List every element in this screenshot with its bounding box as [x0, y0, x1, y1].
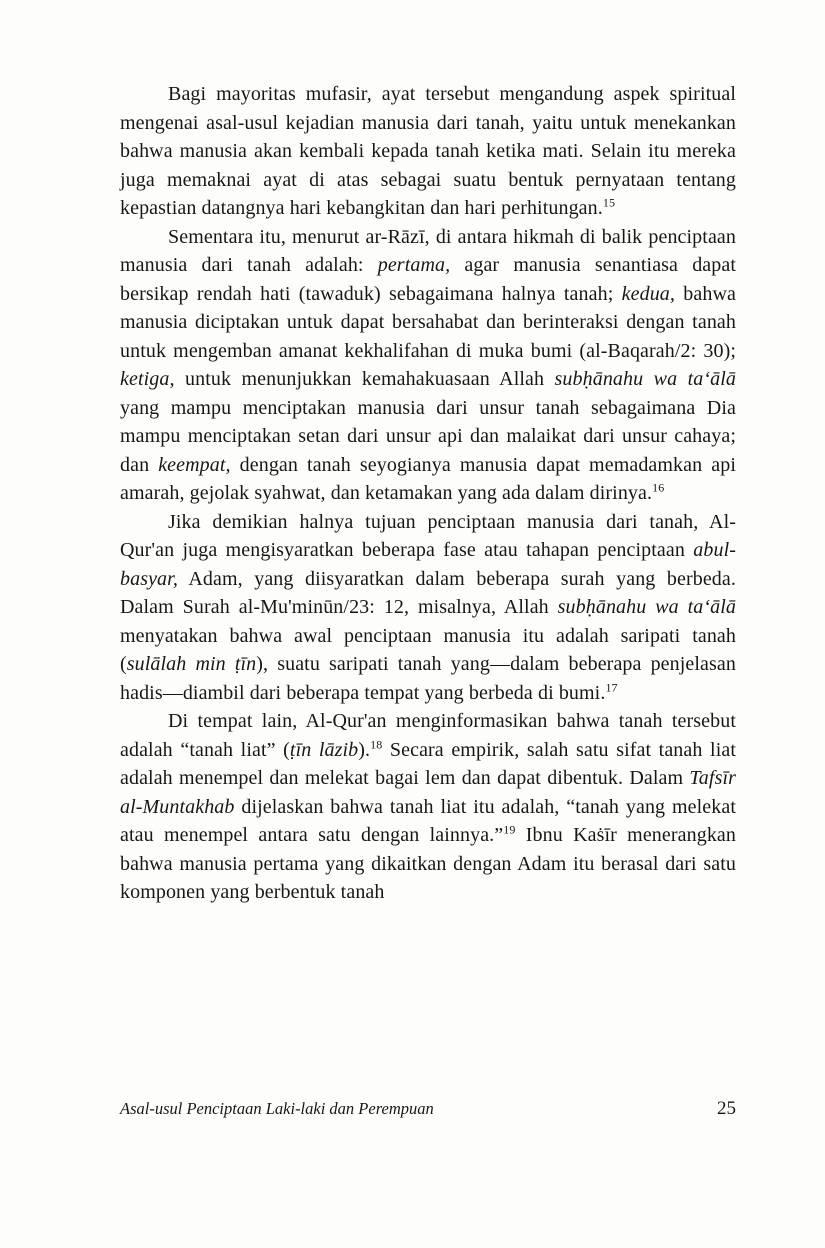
text-run: ṭīn lāzib — [289, 738, 359, 761]
footnote-ref: 18 — [370, 736, 383, 751]
text-run: pertama, — [377, 254, 451, 276]
text-run: Secara empirik, salah satu sifat tanah liat adalah menempel dan melekat bagai lem dan dapat dibentuk. Dalam — [120, 738, 736, 789]
text-run: dijelaskan bahwa tanah liat itu adalah, “tanah yang melekat atau menempel antara satu dengan lainnya.” — [120, 795, 736, 846]
text-run: ), suatu saripati tanah yang—dalam beberapa penjelasan hadis—diambil dari beberapa tempat yang berbeda di bumi. — [120, 653, 736, 704]
text-run: sulālah min ṭīn — [126, 653, 257, 675]
text-run: subḥānahu wa ta‘ālā — [554, 368, 737, 390]
paragraph-3 — [120, 508, 736, 708]
text-run: bahwa manusia diciptakan untuk dapat bersahabat dan berinteraksi dengan tanah untuk mengemban amanat kekhalifahan di muka bumi (al-Baqarah/2: 30); — [120, 282, 736, 362]
footnote-ref: 16 — [652, 480, 665, 495]
footnote-ref: 17 — [605, 679, 618, 694]
text-run: keempat, — [158, 453, 231, 476]
text-run: Jika demikian halnya tujuan penciptaan manusia dari tanah, Al-Qur'an juga mengisyaratkan beberapa fase atau tahapan penciptaan — [120, 510, 736, 561]
footnote-ref: 19 — [503, 822, 516, 837]
text-run: ketiga, — [120, 368, 175, 390]
footnote-ref: 15 — [602, 195, 616, 210]
text-run: Bagi mayoritas mufasir, ayat tersebut mengandung aspek spiritual mengenai asal-usul kejadian manusia dari tanah, yaitu untuk menekankan bahwa manusia akan kembali kepada tanah ketika mati. Selain itu mereka juga memaknai ayat di atas sebagai suatu bentuk pernyataan tentang kepastian datangnya hari kebangkitan dan hari perhitungan. — [120, 83, 736, 219]
text-run: agar manusia senantiasa dapat bersikap rendah hati (tawaduk) sebagaimana halnya tanah; — [120, 254, 736, 305]
text-run: dengan tanah seyogianya manusia dapat memadamkan api amarah, gejolak syahwat, dan ketamakan yang ada dalam dirinya. — [120, 453, 736, 504]
text-run: Di tempat lain, Al-Qur'an menginformasikan bahwa tanah tersebut adalah “tanah liat” ( — [120, 710, 736, 761]
text-run: ). — [358, 738, 371, 761]
text-run: abul-basyar, — [120, 539, 736, 590]
text-run: Sementara itu, menurut ar-Rāzī, di antara hikmah di balik penciptaan manusia dari tanah adalah: — [120, 225, 736, 276]
footer-running-title: Asal-usul Penciptaan Laki-laki dan Perempuan — [120, 1099, 434, 1118]
text-run: menyatakan bahwa awal penciptaan manusia itu adalah saripati tanah ( — [120, 624, 736, 675]
text-run: yang mampu menciptakan manusia dari unsur tanah sebagaimana Dia mampu menciptakan setan dari unsur api dan malaikat dari unsur cahaya; dan — [120, 396, 736, 476]
paragraph-4 — [120, 707, 736, 907]
paragraph-1 — [120, 80, 736, 223]
footer-page-number: 25 — [717, 1098, 736, 1119]
paragraph-2 — [120, 223, 736, 508]
text-run: untuk menunjukkan kemahakuasaan Allah — [174, 368, 555, 390]
text-run: Adam, yang diisyaratkan dalam beberapa surah yang berbeda. Dalam Surah al-Mu'minūn/23: 12, misalnya, Allah — [120, 567, 736, 618]
text-run: Tafsīr al-Muntakhab — [120, 767, 736, 818]
page-footer — [120, 1098, 736, 1120]
text-run: kedua, — [621, 282, 675, 305]
text-run: Ibnu Kaṡīr menerangkan bahwa manusia pertama yang dikaitkan dengan Adam itu berasal dari satu komponen yang berbentuk tanah — [120, 824, 737, 903]
text-run: subḥānahu wa ta‘ālā — [557, 596, 736, 618]
body-text — [120, 80, 736, 907]
